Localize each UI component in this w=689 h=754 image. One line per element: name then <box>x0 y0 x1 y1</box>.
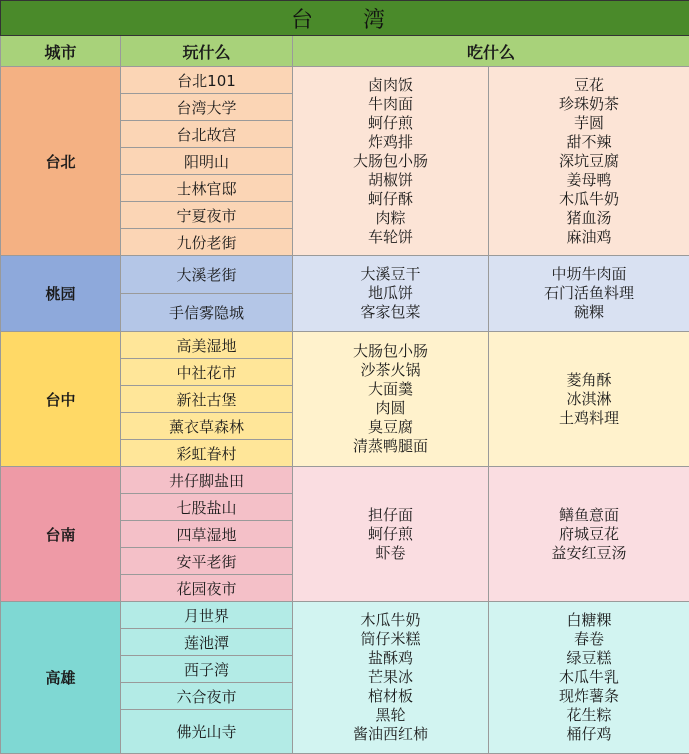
food-item: 桶仔鸡 <box>489 725 689 744</box>
food-item: 客家包菜 <box>293 303 488 322</box>
city-name: 台南 <box>1 467 121 602</box>
food-item: 中坜牛肉面 <box>489 265 689 284</box>
attraction-cell: 台北101 <box>121 67 293 94</box>
food-item: 虾卷 <box>293 544 488 563</box>
food-item: 肉粽 <box>293 209 488 228</box>
attraction-cell: 彩虹眷村 <box>121 440 293 467</box>
food-item: 大溪豆干 <box>293 265 488 284</box>
food-list-right <box>489 67 689 256</box>
attraction-cell: 大溪老街 <box>121 256 293 294</box>
food-item: 春卷 <box>489 630 689 649</box>
food-item: 地瓜饼 <box>293 284 488 303</box>
attraction-cell: 士林官邸 <box>121 175 293 202</box>
header-play: 玩什么 <box>121 36 293 67</box>
food-item: 车轮饼 <box>293 228 488 247</box>
food-item: 木瓜牛奶 <box>489 190 689 209</box>
food-item: 筒仔米糕 <box>293 630 488 649</box>
attraction-cell: 月世界 <box>121 602 293 629</box>
food-item: 绿豆糕 <box>489 649 689 668</box>
attraction-cell: 薰衣草森林 <box>121 413 293 440</box>
city-name: 高雄 <box>1 602 121 754</box>
food-list-left <box>293 602 489 754</box>
food-item: 益安红豆汤 <box>489 544 689 563</box>
food-item: 菱角酥 <box>489 371 689 390</box>
attraction-cell: 九份老街 <box>121 229 293 256</box>
food-item: 蚵仔煎 <box>293 525 488 544</box>
food-item: 芒果冰 <box>293 668 488 687</box>
food-item: 石门活鱼料理 <box>489 284 689 303</box>
attraction-cell: 六合夜市 <box>121 683 293 710</box>
food-list-right <box>489 332 689 467</box>
table-title: 台 湾 <box>1 1 689 36</box>
food-item: 猪血汤 <box>489 209 689 228</box>
attraction-cell: 安平老街 <box>121 548 293 575</box>
food-item: 炸鸡排 <box>293 133 488 152</box>
food-list-right <box>489 256 689 332</box>
food-item: 现炸薯条 <box>489 687 689 706</box>
food-item: 姜母鸭 <box>489 171 689 190</box>
attraction-cell: 台北故宫 <box>121 121 293 148</box>
food-item: 麻油鸡 <box>489 228 689 247</box>
city-row <box>1 467 689 494</box>
food-item: 棺材板 <box>293 687 488 706</box>
food-item: 木瓜牛乳 <box>489 668 689 687</box>
city-name: 台中 <box>1 332 121 467</box>
food-item: 土鸡料理 <box>489 409 689 428</box>
attraction-cell: 新社古堡 <box>121 386 293 413</box>
food-item: 冰淇淋 <box>489 390 689 409</box>
attraction-cell: 阳明山 <box>121 148 293 175</box>
attraction-cell: 中社花市 <box>121 359 293 386</box>
food-item: 珍珠奶茶 <box>489 95 689 114</box>
city-row <box>1 602 689 629</box>
food-item: 黑轮 <box>293 706 488 725</box>
attraction-cell: 四草湿地 <box>121 521 293 548</box>
food-item: 深坑豆腐 <box>489 152 689 171</box>
food-item: 芋圆 <box>489 114 689 133</box>
attraction-cell: 西子湾 <box>121 656 293 683</box>
food-item: 甜不辣 <box>489 133 689 152</box>
food-item: 木瓜牛奶 <box>293 611 488 630</box>
header-eat: 吃什么 <box>293 36 689 67</box>
food-item: 臭豆腐 <box>293 418 488 437</box>
attraction-cell: 宁夏夜市 <box>121 202 293 229</box>
food-item: 碗粿 <box>489 303 689 322</box>
city-row <box>1 256 689 294</box>
attraction-cell: 高美湿地 <box>121 332 293 359</box>
attraction-cell: 七股盐山 <box>121 494 293 521</box>
food-item: 沙茶火锅 <box>293 361 488 380</box>
food-list-left <box>293 467 489 602</box>
food-item: 豆花 <box>489 76 689 95</box>
food-item: 白糖粿 <box>489 611 689 630</box>
food-item: 盐酥鸡 <box>293 649 488 668</box>
attraction-cell: 花园夜市 <box>121 575 293 602</box>
food-list-left <box>293 332 489 467</box>
attraction-cell: 井仔脚盐田 <box>121 467 293 494</box>
food-item: 府城豆花 <box>489 525 689 544</box>
food-item: 胡椒饼 <box>293 171 488 190</box>
food-item: 鳝鱼意面 <box>489 506 689 525</box>
food-list-right <box>489 467 689 602</box>
city-name: 桃园 <box>1 256 121 332</box>
food-item: 大肠包小肠 <box>293 342 488 361</box>
food-item: 大肠包小肠 <box>293 152 488 171</box>
food-list-left <box>293 256 489 332</box>
food-item: 肉圆 <box>293 399 488 418</box>
attraction-cell: 佛光山寺 <box>121 710 293 754</box>
attraction-cell: 手信雾隐城 <box>121 294 293 332</box>
food-item: 蚵仔煎 <box>293 114 488 133</box>
food-item: 牛肉面 <box>293 95 488 114</box>
food-list-left <box>293 67 489 256</box>
food-item: 蚵仔酥 <box>293 190 488 209</box>
food-item: 清蒸鸭腿面 <box>293 437 488 456</box>
city-row <box>1 332 689 359</box>
attraction-cell: 台湾大学 <box>121 94 293 121</box>
food-item: 大面羹 <box>293 380 488 399</box>
city-name: 台北 <box>1 67 121 256</box>
header-city: 城市 <box>1 36 121 67</box>
food-item: 担仔面 <box>293 506 488 525</box>
food-item: 卤肉饭 <box>293 76 488 95</box>
food-list-right <box>489 602 689 754</box>
city-row <box>1 67 689 94</box>
attraction-cell: 莲池潭 <box>121 629 293 656</box>
food-item: 花生粽 <box>489 706 689 725</box>
food-item: 酱油西红柿 <box>293 725 488 744</box>
